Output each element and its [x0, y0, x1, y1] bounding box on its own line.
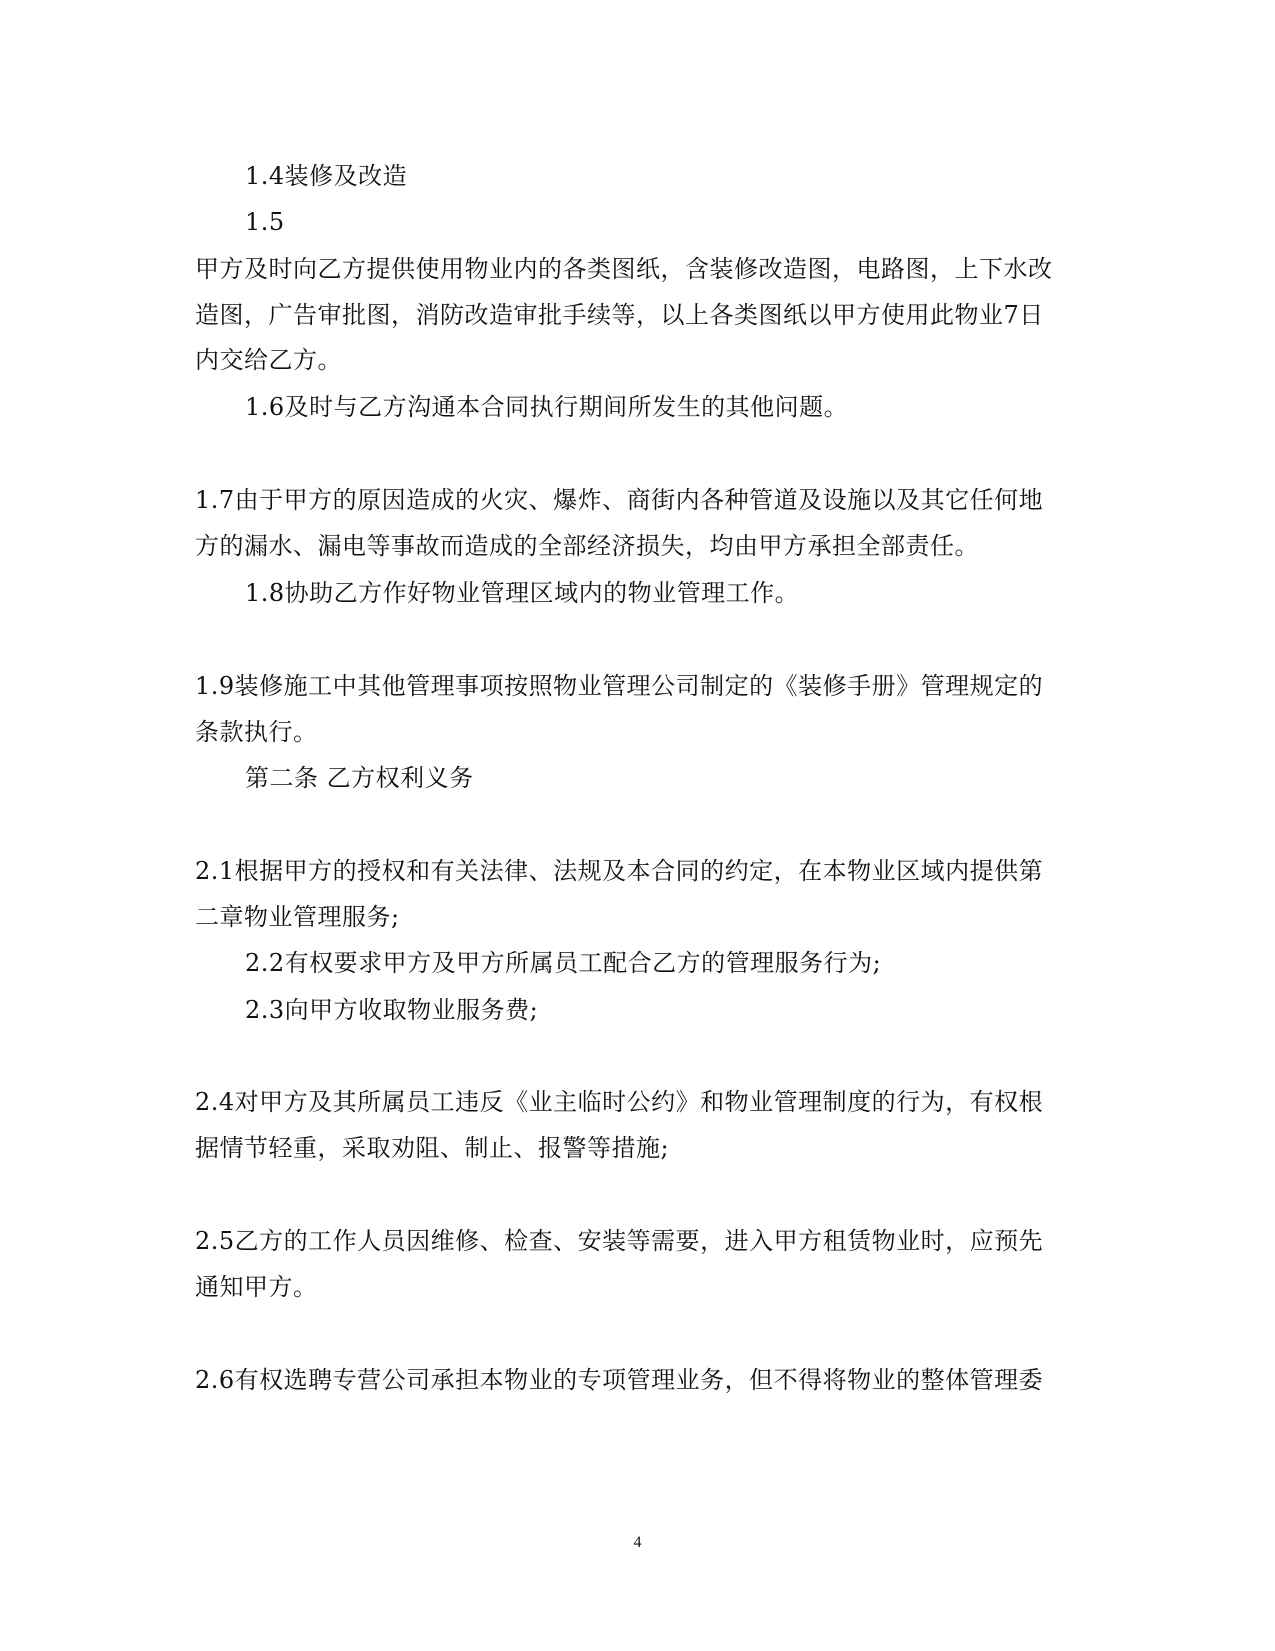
clause-2-2: 2.2有权要求甲方及甲方所属员工配合乙方的管理服务行为; — [245, 949, 882, 977]
clause-1-4: 1.4装修及改造 — [245, 162, 408, 190]
clause-1-5-text-line-3: 内交给乙方。 — [195, 346, 342, 374]
clause-1-7-line-2: 方的漏水、漏电等事故而造成的全部经济损失，均由甲方承担全部责任。 — [195, 532, 979, 560]
clause-1-5-text-line-1: 甲方及时向乙方提供使用物业内的各类图纸，含装修改造图，电路图，上下水改 — [195, 255, 1053, 283]
clause-2-1-line-1: 2.1根据甲方的授权和有关法律、法规及本合同的约定，在本物业区域内提供第 — [195, 857, 1044, 885]
clause-2-1-line-2: 二章物业管理服务; — [195, 903, 400, 931]
page-number: 4 — [633, 1534, 642, 1551]
clause-1-5-number: 1.5 — [245, 208, 285, 236]
clause-1-7-line-1: 1.7由于甲方的原因造成的火灾、爆炸、商街内各种管道及设施以及其它任何地 — [195, 486, 1044, 514]
clause-2-3: 2.3向甲方收取物业服务费; — [245, 996, 539, 1024]
clause-1-8: 1.8协助乙方作好物业管理区域内的物业管理工作。 — [245, 579, 800, 607]
clause-1-9-line-2: 条款执行。 — [195, 718, 318, 746]
clause-2-6-line-1: 2.6有权选聘专营公司承担本物业的专项管理业务，但不得将物业的整体管理委 — [195, 1366, 1044, 1394]
clause-1-5-text-line-2: 造图，广告审批图，消防改造审批手续等，以上各类图纸以甲方使用此物业7日 — [195, 301, 1044, 329]
clause-1-6: 1.6及时与乙方沟通本合同执行期间所发生的其他问题。 — [245, 393, 849, 421]
clause-2-4-line-2: 据情节轻重，采取劝阻、制止、报警等措施; — [195, 1134, 670, 1162]
clause-2-5-line-2: 通知甲方。 — [195, 1273, 318, 1301]
clause-2-4-line-1: 2.4对甲方及其所属员工违反《业主临时公约》和物业管理制度的行为，有权根 — [195, 1088, 1044, 1116]
article-2-heading: 第二条 乙方权利义务 — [245, 764, 474, 792]
clause-2-5-line-1: 2.5乙方的工作人员因维修、检查、安装等需要，进入甲方租赁物业时，应预先 — [195, 1227, 1044, 1255]
clause-1-9-line-1: 1.9装修施工中其他管理事项按照物业管理公司制定的《装修手册》管理规定的 — [195, 672, 1044, 700]
